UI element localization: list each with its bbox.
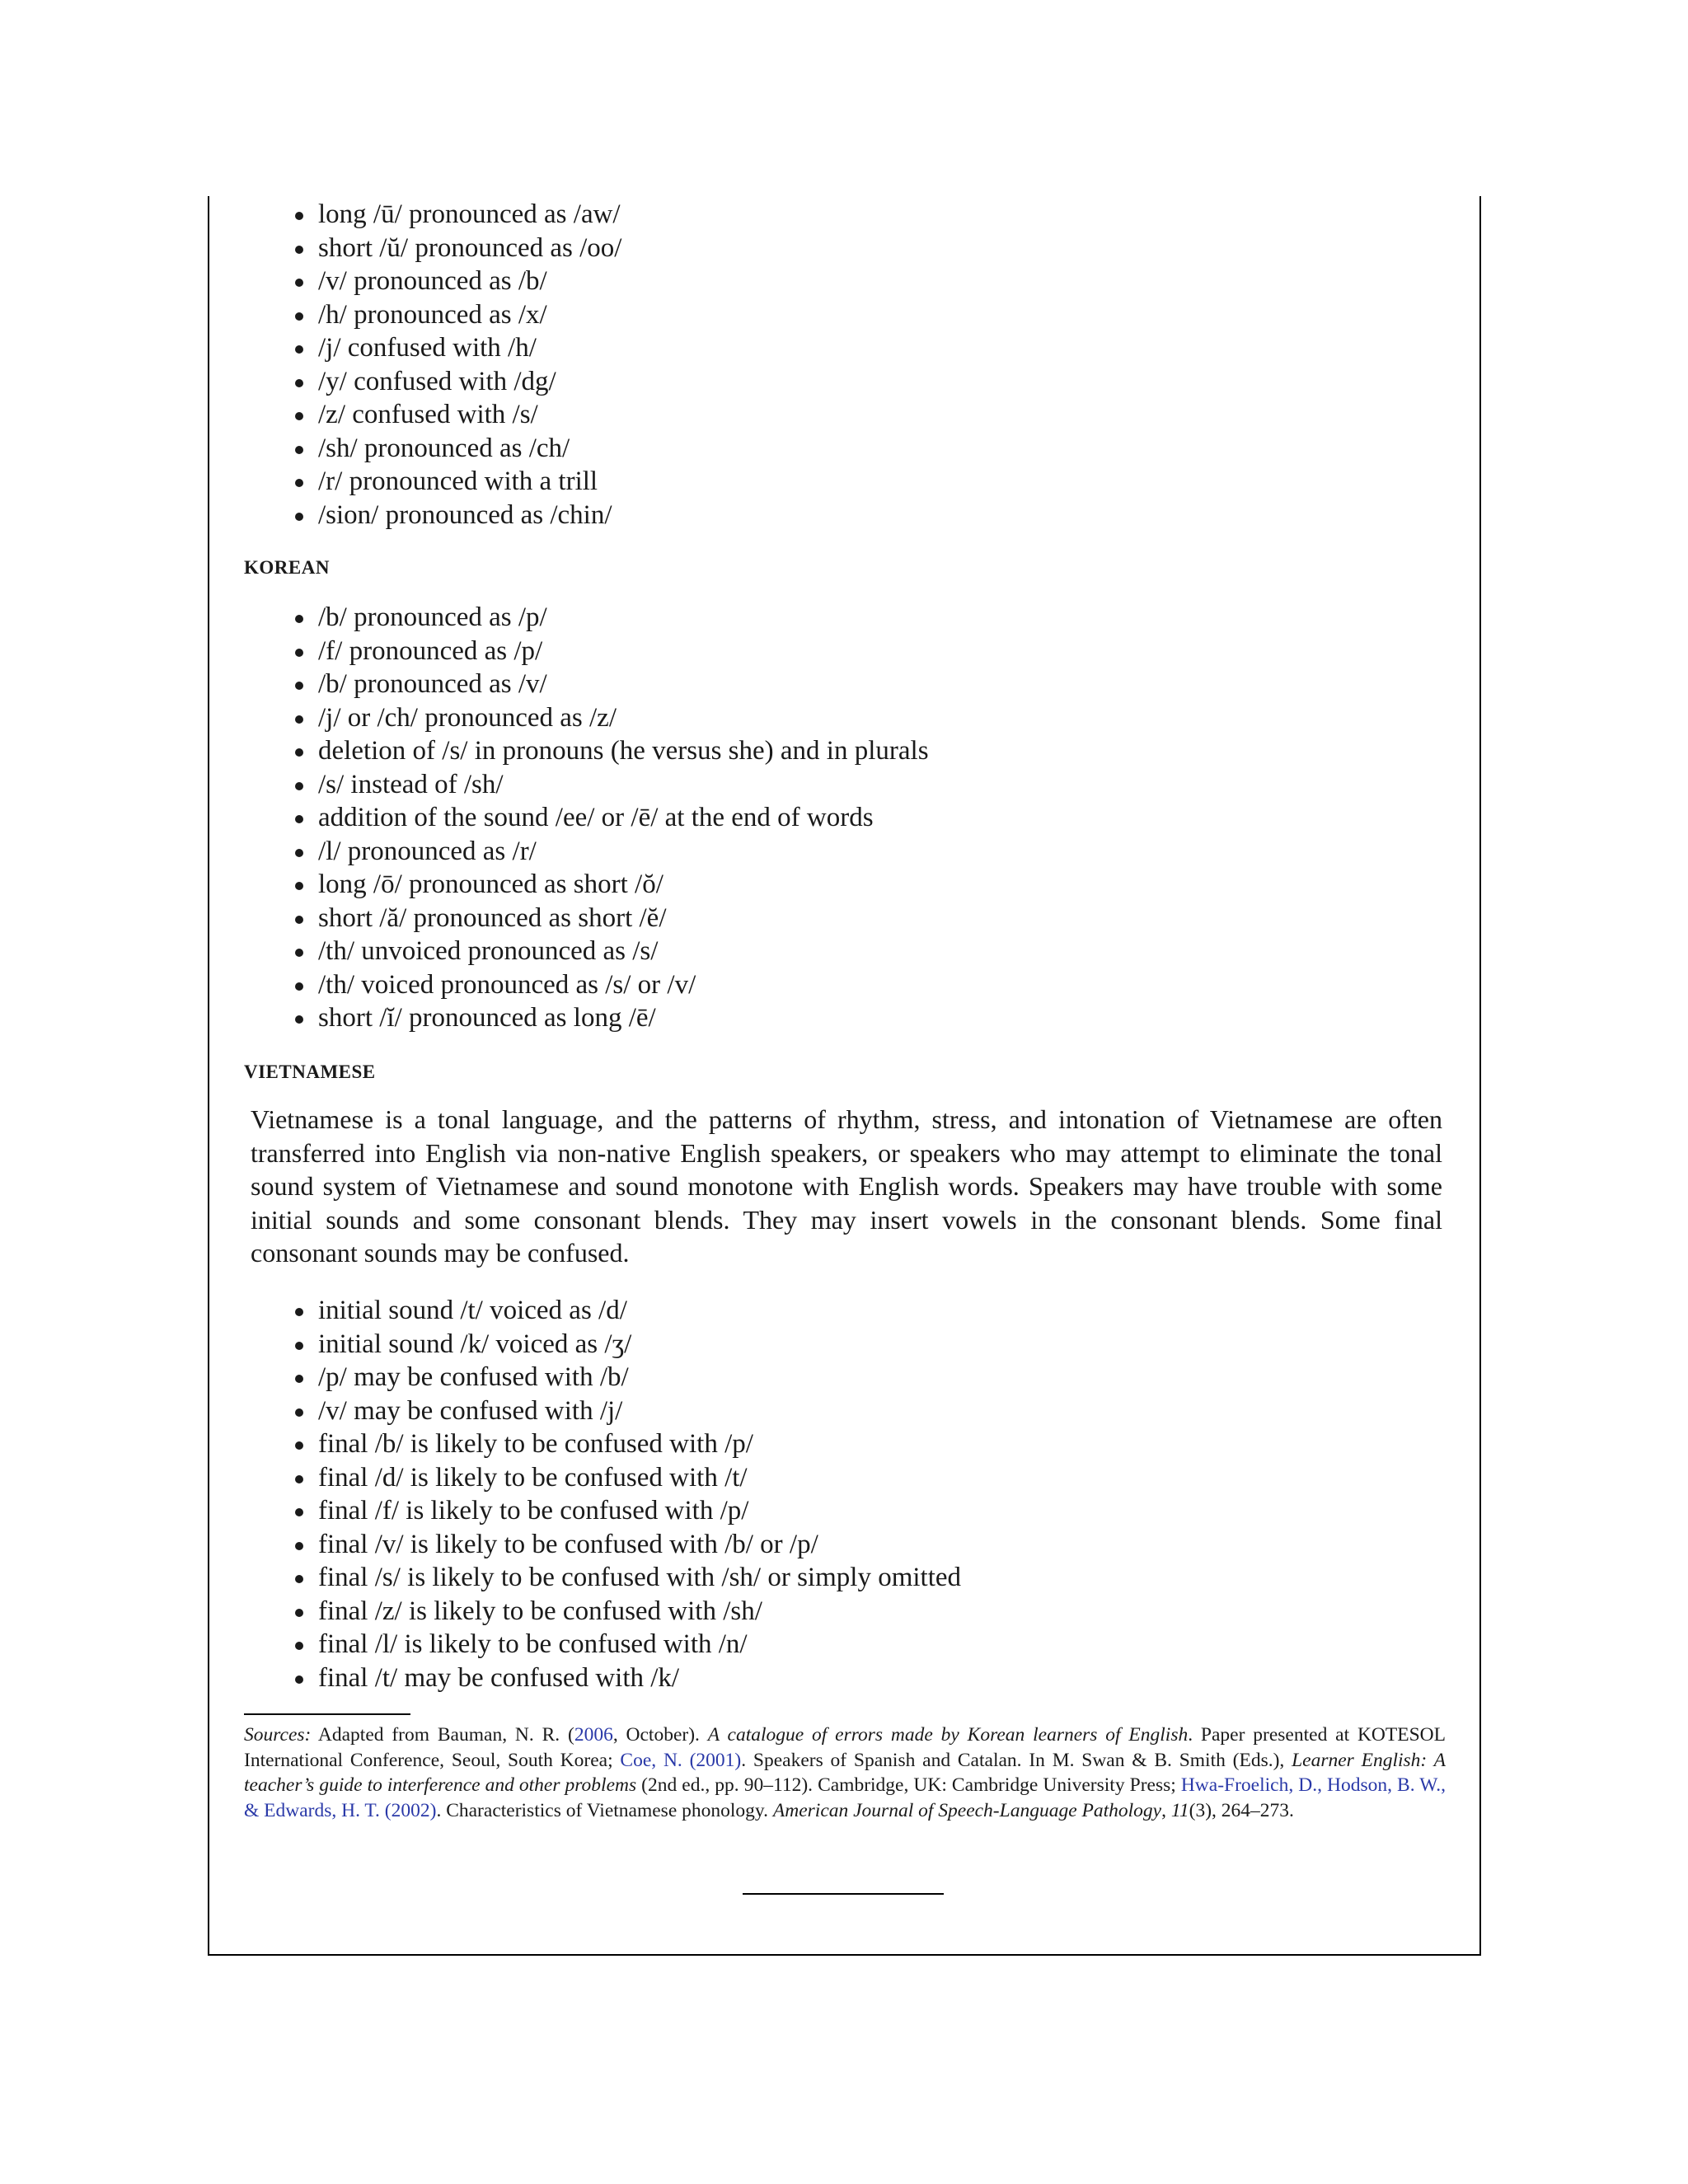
list-item: final /z/ is likely to be confused with /sh/ [318, 1595, 961, 1629]
list-item: short /ă/ pronounced as short /ĕ/ [318, 902, 929, 935]
sources-volume: 11 [1170, 1799, 1189, 1821]
list-item: /sion/ pronounced as /chin/ [318, 499, 621, 532]
sources-title: A catalogue of errors made by Korean learners of English [707, 1724, 1189, 1746]
citation-link-coe[interactable]: Coe, N. (2001) [620, 1749, 742, 1771]
list-item: deletion of /s/ in pronouns (he versus she) and in plurals [318, 734, 929, 768]
list-item: final /t/ may be confused with /k/ [318, 1661, 961, 1695]
list-item: /h/ pronounced as /x/ [318, 298, 621, 332]
list-item: /y/ confused with /dg/ [318, 365, 621, 399]
list-item: initial sound /t/ voiced as /d/ [318, 1294, 961, 1328]
list-item: long /ō/ pronounced as short /ŏ/ [318, 868, 929, 902]
vietnamese-paragraph: Vietnamese is a tonal language, and the patterns of rhythm, stress, and intonation of Vietnamese are often transferred into English via non-native English speakers, or speakers who may attempt to eliminate the tonal sound system of Vietnamese and sound monotone with English words. Speakers may have trouble with some initial sounds and some consonant blends. They may insert vowels in the consonant blends. Some final consonant sounds may be confused. [251, 1104, 1442, 1268]
korean-error-list [318, 601, 929, 1035]
sources-label: Sources: [244, 1724, 312, 1746]
korean-heading: KOREAN [244, 557, 330, 578]
sources-text: (2nd ed., pp. 90–112). Cambridge, UK: Cambridge University Press; [636, 1774, 1181, 1796]
list-item: final /s/ is likely to be confused with /sh/ or simply omitted [318, 1561, 961, 1595]
sources-text: , October). [612, 1724, 708, 1746]
list-item: final /v/ is likely to be confused with /b/ or /p/ [318, 1528, 961, 1562]
sources-note [244, 1722, 1446, 1823]
vietnamese-error-list [318, 1294, 961, 1694]
list-item: /th/ voiced pronounced as /s/ or /v/ [318, 968, 929, 1002]
sources-text: (3), 264–273. [1189, 1799, 1294, 1821]
list-item: /z/ confused with /s/ [318, 398, 621, 432]
list-item: /j/ confused with /h/ [318, 331, 621, 365]
list-item: /v/ pronounced as /b/ [318, 265, 621, 298]
spanish-error-list [318, 198, 621, 532]
list-item: long /ū/ pronounced as /aw/ [318, 198, 621, 232]
list-item: /p/ may be confused with /b/ [318, 1361, 961, 1394]
end-divider [743, 1893, 944, 1895]
footnote-divider [244, 1713, 410, 1715]
list-item: /b/ pronounced as /p/ [318, 601, 929, 635]
list-item: /f/ pronounced as /p/ [318, 635, 929, 668]
list-item: addition of the sound /ee/ or /ē/ at the end of words [318, 801, 929, 835]
list-item: final /b/ is likely to be confused with /p/ [318, 1427, 961, 1461]
list-item: final /l/ is likely to be confused with /n/ [318, 1628, 961, 1661]
sources-text: . Paper presented at KOTESOL International Conference, Seoul, South Korea; [244, 1724, 1447, 1771]
sources-title: Learner English: A teacher’s guide to interference and other problems [244, 1749, 1446, 1796]
citation-link-bauman[interactable]: 2006 [574, 1724, 613, 1746]
list-item: final /f/ is likely to be confused with /p/ [318, 1494, 961, 1528]
sources-text: . Characteristics of Vietnamese phonology. [436, 1799, 773, 1821]
list-item: final /d/ is likely to be confused with /t/ [318, 1461, 961, 1495]
list-item: initial sound /k/ voiced as /ʒ/ [318, 1328, 961, 1361]
list-item: /th/ unvoiced pronounced as /s/ [318, 935, 929, 968]
list-item: short /ĭ/ pronounced as long /ē/ [318, 1001, 929, 1035]
list-item: /r/ pronounced with a trill [318, 465, 621, 499]
vietnamese-heading: VIETNAMESE [244, 1062, 376, 1082]
list-item: /s/ instead of /sh/ [318, 768, 929, 802]
list-item: /v/ may be confused with /j/ [318, 1394, 961, 1428]
list-item: /sh/ pronounced as /ch/ [318, 432, 621, 466]
sources-text: Adapted from Bauman, N. R. ( [311, 1724, 574, 1746]
sources-text: , [1161, 1799, 1171, 1821]
list-item: /l/ pronounced as /r/ [318, 835, 929, 869]
list-item: short /ŭ/ pronounced as /oo/ [318, 232, 621, 265]
list-item: /b/ pronounced as /v/ [318, 668, 929, 701]
citation-link-hwa-froelich[interactable]: Hwa-Froelich, D., Hodson, B. W., & Edwards, H. T. (2002) [244, 1774, 1446, 1821]
list-item: /j/ or /ch/ pronounced as /z/ [318, 701, 929, 735]
sources-journal: American Journal of Speech-Language Pathology [772, 1799, 1162, 1821]
sources-text: . Speakers of Spanish and Catalan. In M. Swan & B. Smith (Eds.), [741, 1749, 1292, 1771]
